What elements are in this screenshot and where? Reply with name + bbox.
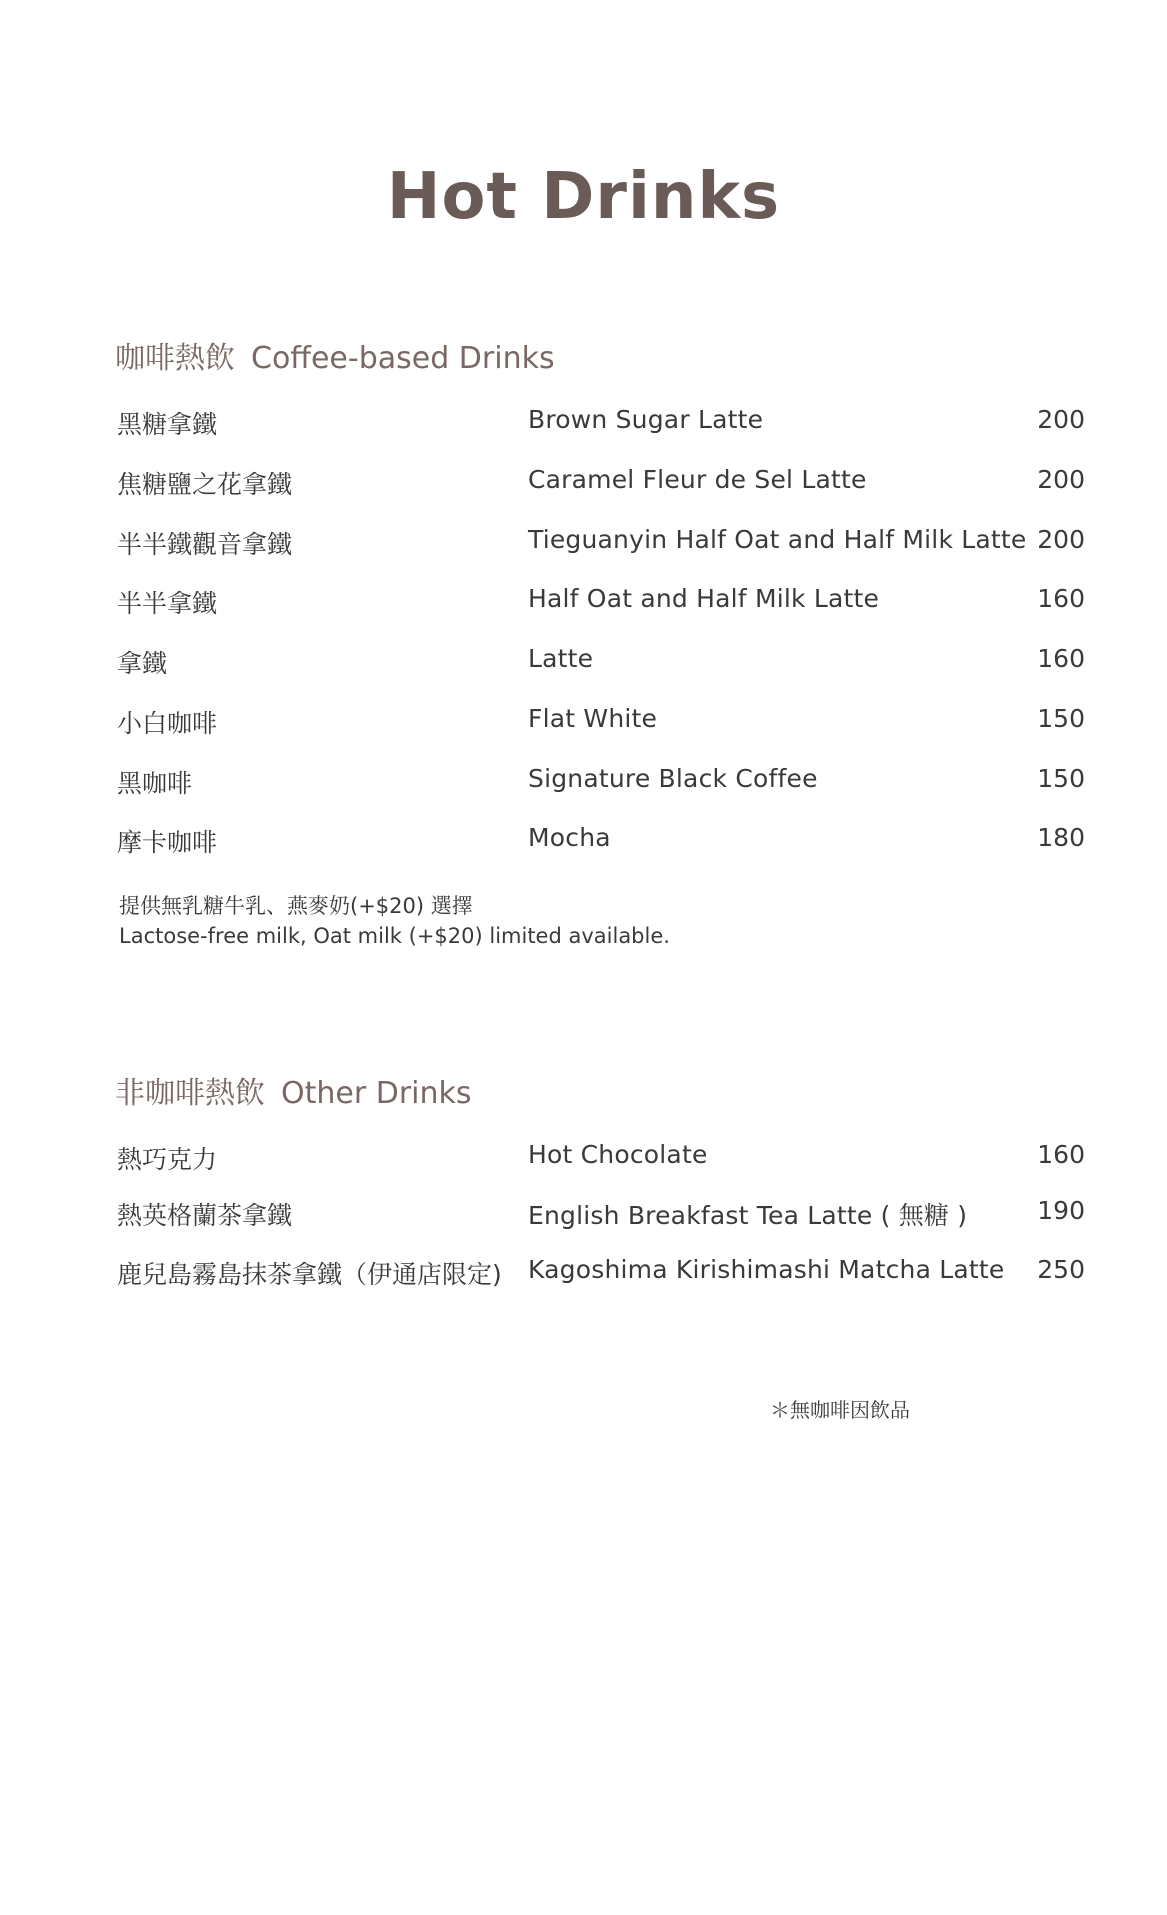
item-name-en: Hot Chocolate [528,1140,708,1169]
item-price: 160 [1037,584,1085,613]
section-heading-en: Coffee-based Drinks [251,341,555,376]
item-name-en: Latte [528,644,594,673]
menu-item [115,465,1085,505]
item-price: 190 [1037,1196,1085,1225]
section-heading-coffee [115,333,555,377]
section-heading-zh: 非咖啡熱飲 [115,1076,265,1111]
section-heading-en: Other Drinks [281,1076,472,1111]
milk-option-note [119,891,670,951]
item-name-zh: 熱英格蘭茶拿鐵 [117,1201,293,1230]
menu-title: Hot Drinks [386,160,781,234]
menu-item [115,1255,1085,1295]
item-name-zh: 熱巧克力 [117,1145,218,1174]
item-name-en: Caramel Fleur de Sel Latte [528,465,867,494]
menu-item [115,584,1085,624]
item-name-en: Flat White [528,704,658,733]
item-name-zh: 半半拿鐵 [117,589,218,618]
item-name-zh: 黑糖拿鐵 [117,410,218,439]
item-price: 150 [1037,704,1085,733]
item-price: 160 [1037,644,1085,673]
note-zh: 提供無乳糖牛乳、燕麥奶(+$20) 選擇 [119,894,473,918]
menu-item [115,1196,1085,1236]
item-price: 200 [1037,405,1085,434]
menu-item [115,644,1085,684]
item-price: 200 [1037,465,1085,494]
item-name-zh: 小白咖啡 [117,709,218,738]
item-name-en: Brown Sugar Latte [528,405,764,434]
menu-item [115,764,1085,804]
menu-item [115,525,1085,565]
item-name-zh: 半半鐵觀音拿鐵 [117,530,293,559]
item-name-en: English Breakfast Tea Latte ( 無糖 ) [528,1201,968,1230]
item-name-zh: 摩卡咖啡 [117,828,218,857]
section-heading-other [115,1068,472,1112]
item-price: 160 [1037,1140,1085,1169]
item-name-zh: 黑咖啡 [117,769,193,798]
menu-item [115,823,1085,863]
note-en: Lactose-free milk, Oat milk (+$20) limited available. [119,924,670,948]
decaf-footnote: ＊無咖啡因飲品 [770,1398,910,1422]
item-price: 150 [1037,764,1085,793]
item-price: 250 [1037,1255,1085,1284]
item-name-en: Half Oat and Half Milk Latte [528,584,880,613]
item-name-zh: 拿鐵 [117,649,168,678]
item-name-en: Signature Black Coffee [528,764,818,793]
menu-item [115,1140,1085,1180]
item-name-en: Kagoshima Kirishimashi Matcha Latte [528,1255,1005,1284]
item-price: 200 [1037,525,1085,554]
item-price: 180 [1037,823,1085,852]
menu-item [115,704,1085,744]
item-name-zh: 焦糖鹽之花拿鐵 [117,470,293,499]
section-heading-zh: 咖啡熱飲 [115,341,235,376]
item-name-en: Mocha [528,823,611,852]
item-name-zh: 鹿兒島霧島抹茶拿鐵（伊通店限定) [117,1260,502,1289]
menu-item [115,405,1085,445]
item-name-en: Tieguanyin Half Oat and Half Milk Latte [528,525,1027,554]
